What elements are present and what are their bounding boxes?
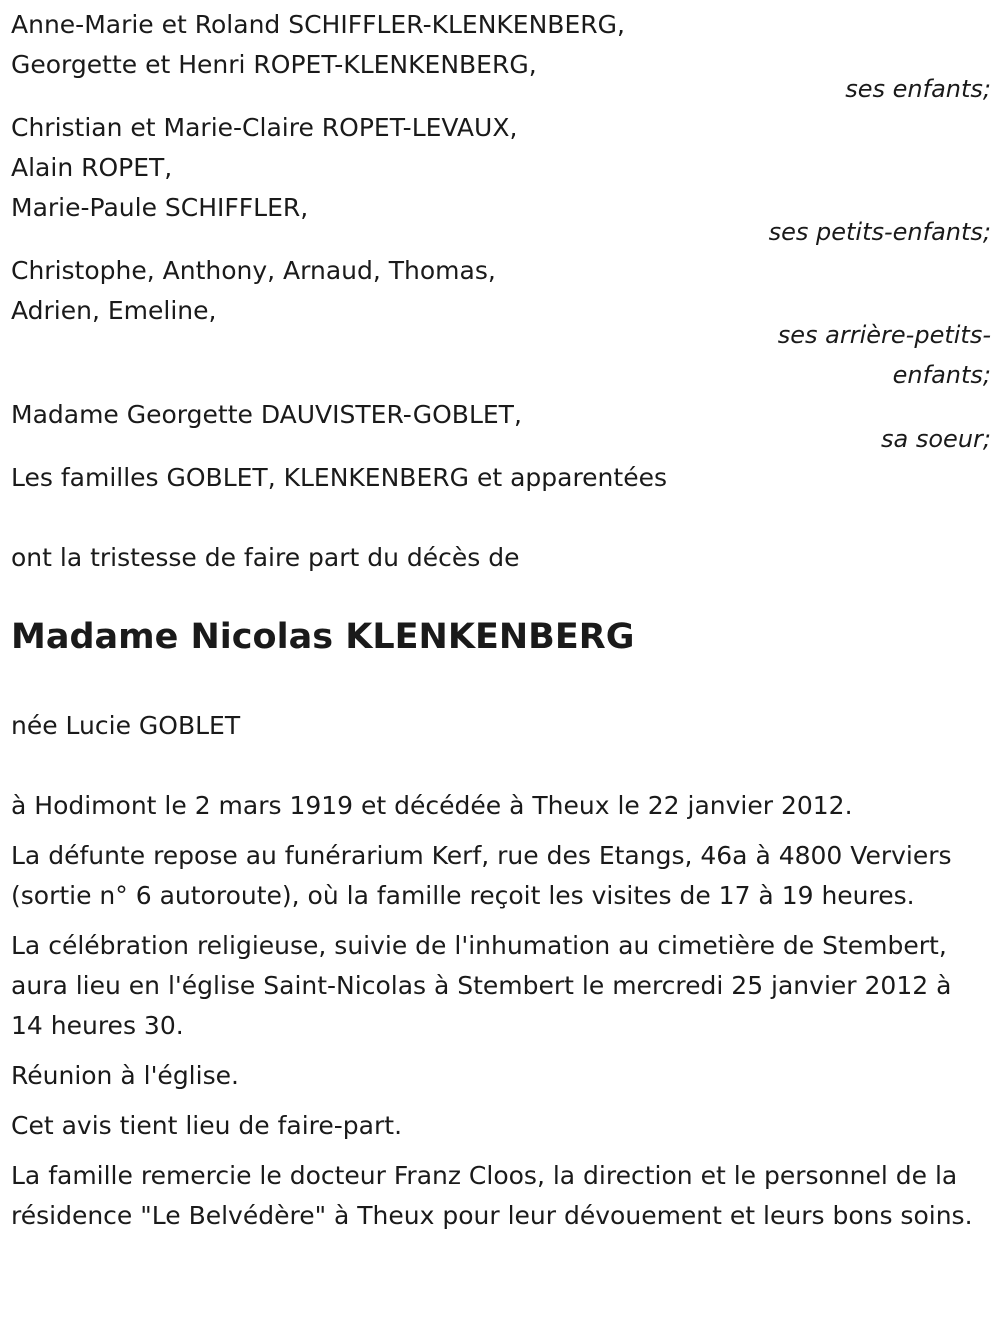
family-name-line: Anne-Marie et Roland SCHIFFLER-KLENKENBERG, [11, 10, 625, 39]
birth-name: née Lucie GOBLET [11, 711, 241, 740]
family-name-line: Georgette et Henri ROPET-KLENKENBERG, [11, 50, 537, 79]
relation-label: ses arrière-petits- [777, 321, 991, 349]
great-grandchildren-group [11, 251, 991, 389]
thanks-info: La famille remercie le docteur Franz Cloos, la direction et le personnel de la résidence "Le Belvédère" à Theux pour leur dévouement et leurs bons soins. [11, 1161, 973, 1230]
family-name-line: Adrien, Emeline, [11, 296, 217, 325]
relation-label: sa soeur; [881, 425, 991, 453]
sister-group [11, 395, 991, 453]
relation-label: ses petits-enfants; [768, 218, 991, 246]
family-name-line: Christophe, Anthony, Arnaud, Thomas, [11, 256, 496, 285]
announcement-text: ont la tristesse de faire part du décès de [11, 543, 520, 572]
notice-info: Cet avis tient lieu de faire-part. [11, 1111, 403, 1140]
birth-death-dates: à Hodimont le 2 mars 1919 et décédée à Theux le 22 janvier 2012. [11, 791, 853, 820]
family-name-line: Christian et Marie-Claire ROPET-LEVAUX, [11, 113, 518, 142]
gathering-info: Réunion à l'église. [11, 1061, 239, 1090]
details-section [11, 786, 991, 1236]
family-name-line: Madame Georgette DAUVISTER-GOBLET, [11, 400, 522, 429]
family-name-line: Marie-Paule SCHIFFLER, [11, 193, 309, 222]
funerarium-info: La défunte repose au funérarium Kerf, rue des Etangs, 46a à 4800 Verviers (sortie n° 6 autoroute), où la famille reçoit les visites de 17 à 19 heures. [11, 841, 952, 910]
relation-label: ses enfants; [845, 75, 991, 103]
ceremony-info: La célébration religieuse, suivie de l'inhumation au cimetière de Stembert, aura lieu en l'église Saint-Nicolas à Stembert le mercredi 25 janvier 2012 à 14 heures 30. [11, 931, 952, 1040]
families-line: Les familles GOBLET, KLENKENBERG et apparentées [11, 463, 667, 492]
family-name-line: Alain ROPET, [11, 153, 173, 182]
deceased-name: Madame Nicolas KLENKENBERG [11, 617, 635, 657]
children-group [11, 5, 991, 103]
grandchildren-group [11, 108, 991, 246]
relation-label: enfants; [892, 361, 991, 389]
